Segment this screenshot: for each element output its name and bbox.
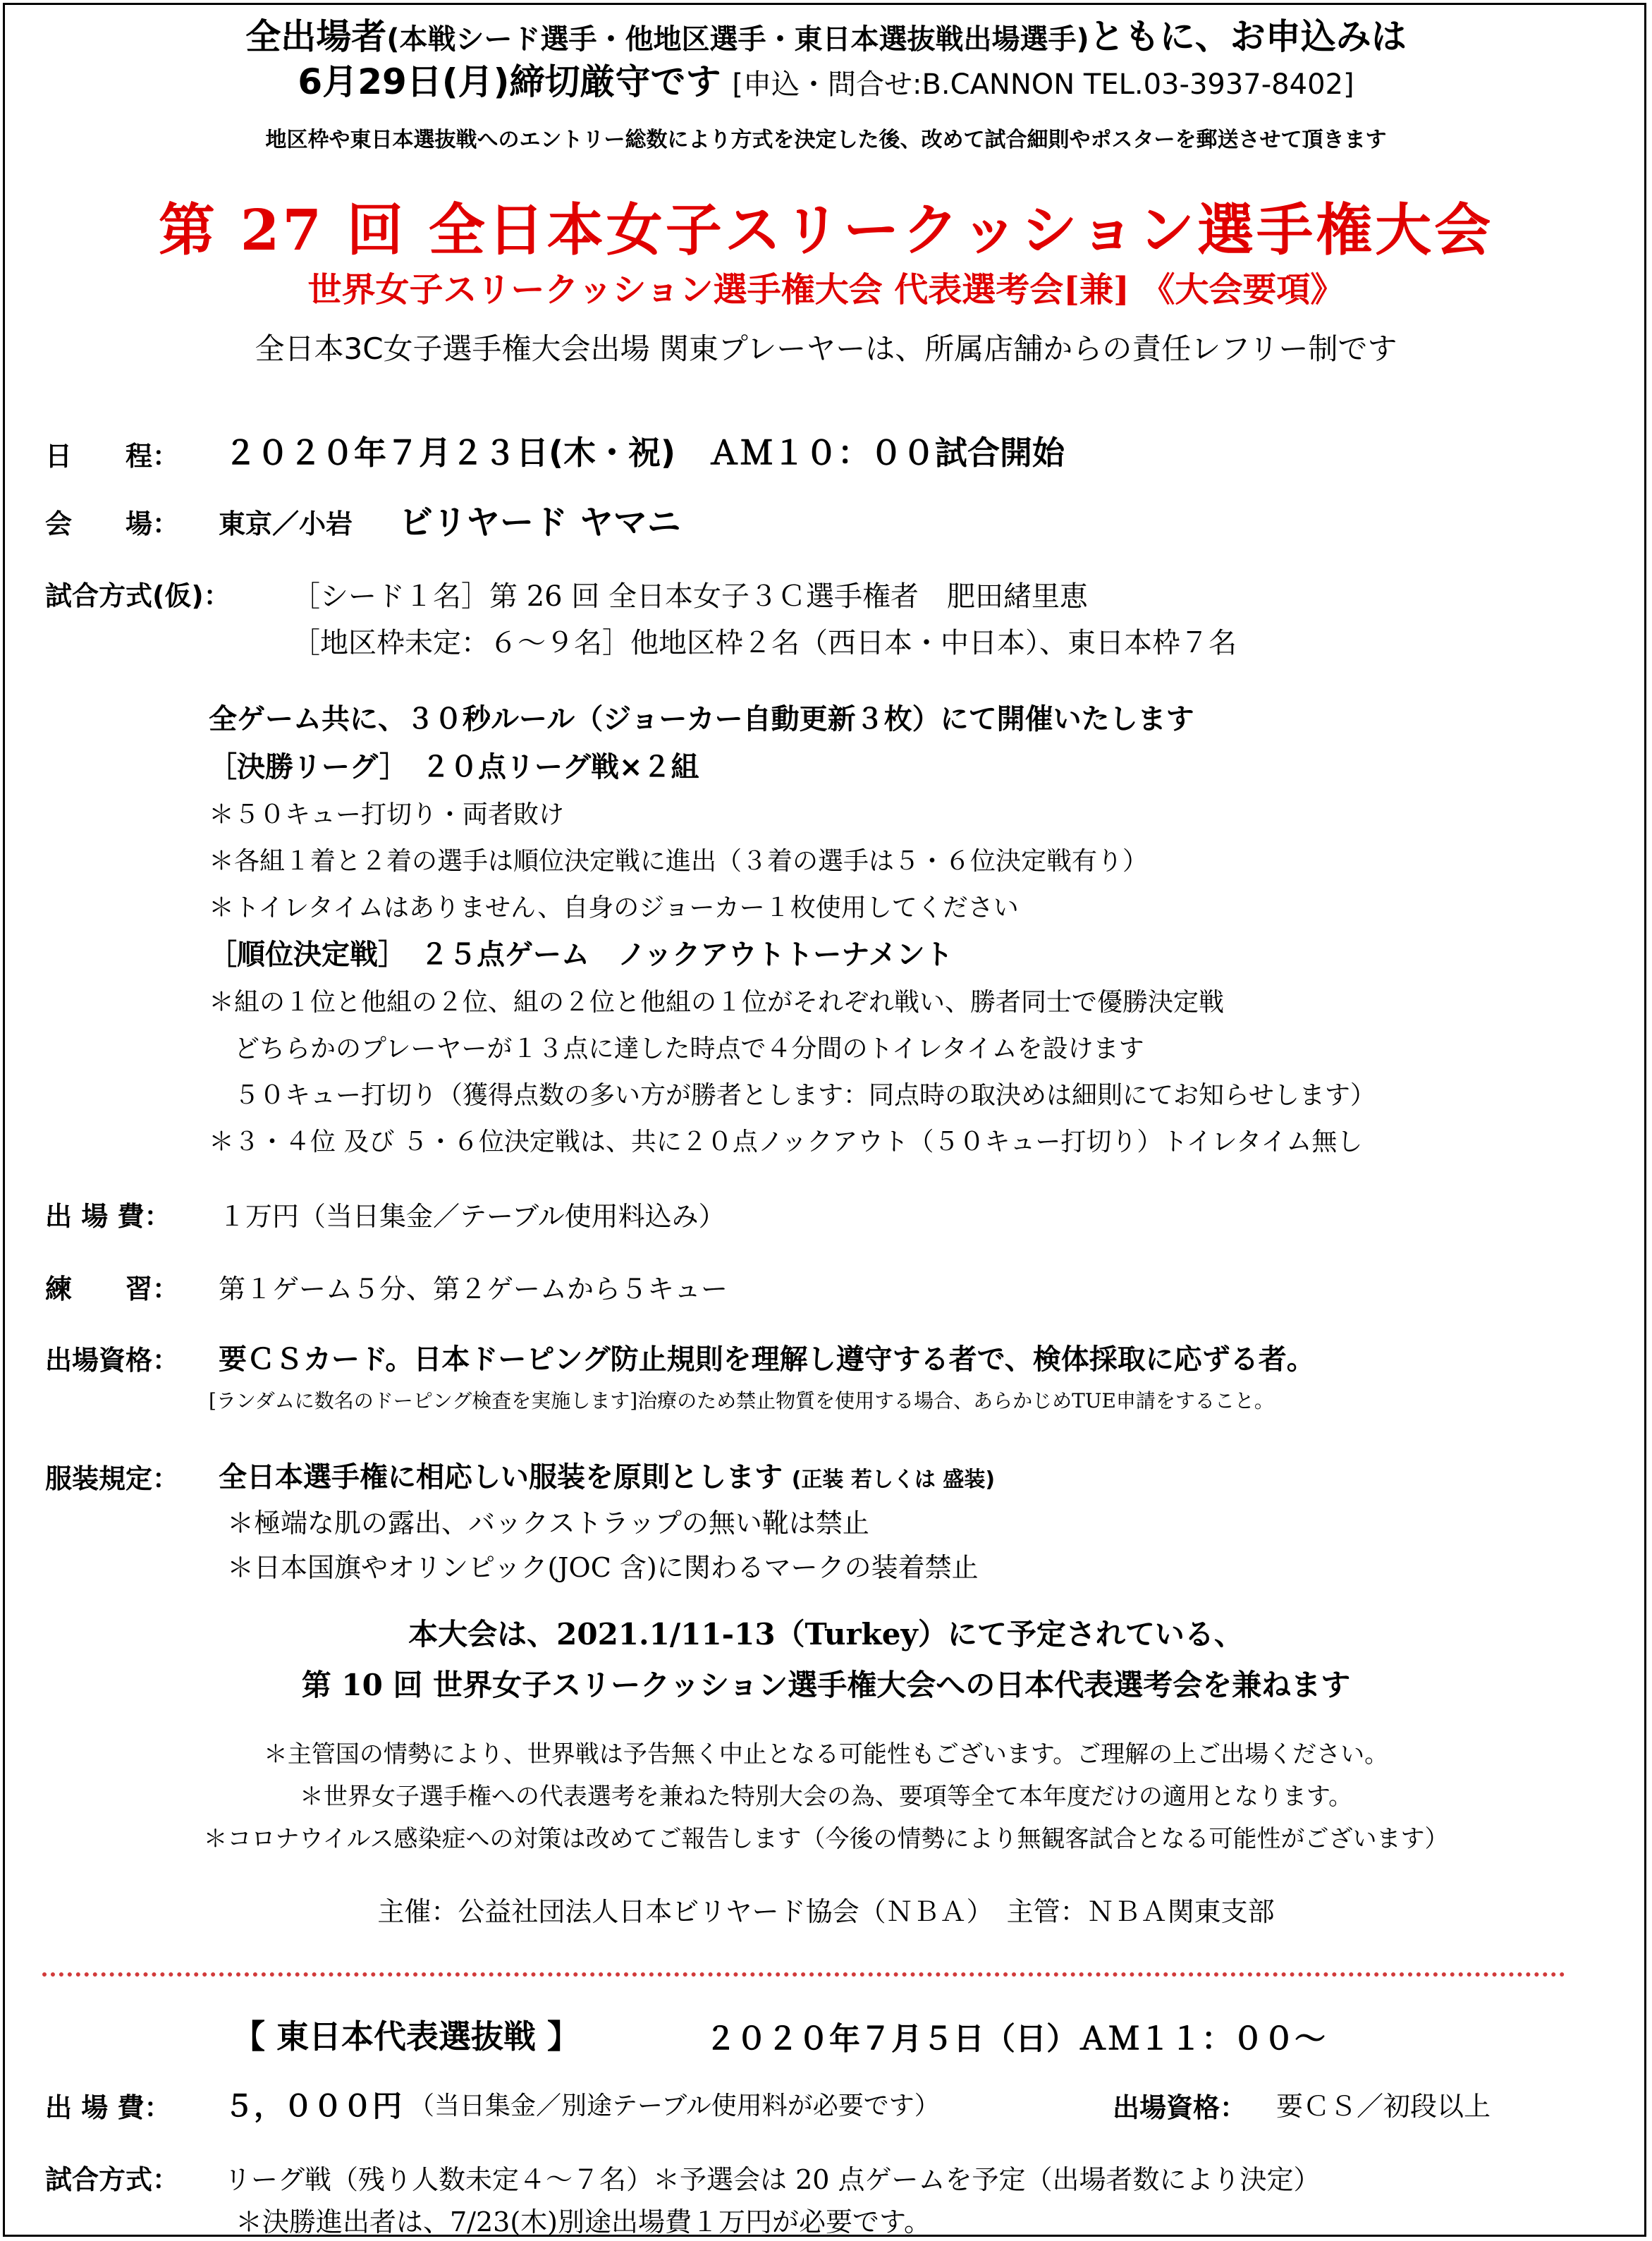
venue-place: 東京／小岩 — [219, 508, 353, 539]
east-format-note: ＊決勝進出者は、7/23(木)別途出場費１万円が必要です。 — [235, 2206, 931, 2237]
header-player-types: (本戦シード選手・他地区選手・東日本選抜戦出場選手) — [386, 23, 1089, 56]
east-fee-note: （当日集金／別途テーブル使用料が必要です） — [409, 2092, 940, 2120]
east-fee-value: ５，０００円 — [224, 2089, 403, 2123]
dress-item: ＊日本国旗やオリンピック(JOC 含)に関わるマークの装着禁止 — [227, 1552, 979, 1583]
header-line-1 — [0, 8, 1652, 59]
final-item: ＊各組１着と２着の選手は順位決定戦に進出（３着の選手は５・６位決定戦有り） — [209, 847, 1149, 876]
eligibility-value: 要ＣＳカード。日本ドーピング防止規則を理解し遵守する者で、検体採取に応ずる者。 — [219, 1343, 1315, 1376]
tournament-title: 第 27 回 全日本女子スリークッション選手権大会 — [158, 197, 1494, 263]
practice-label: 練 習： — [45, 1274, 180, 1305]
venue-label: 会 場： — [45, 508, 180, 539]
world-line-2: 第 10 回 世界女子スリークッション選手権大会への日本代表選考会を兼ねます — [301, 1668, 1351, 1702]
east-format-value: リーグ戦（残り人数未定４～７名）＊予選会は 20 点ゲームを予定（出場者数により決定） — [224, 2164, 1321, 2195]
dress-value: 全日本選手権に相応しい服装を原則とします — [219, 1461, 783, 1494]
format-30sec-rule: 全ゲーム共に、３０秒ルール（ジョーカー自動更新３枚）にて開催いたします — [209, 703, 1194, 735]
east-eligibility-label: 出場資格： — [1113, 2092, 1247, 2123]
east-date: ２０２０年７月５日（日）ＡＭ１１：００～ — [705, 2021, 1326, 2057]
east-fee-label: 出 場 費： — [45, 2092, 171, 2123]
final-item: ＊トイレタイムはありません、自身のジョーカー１枚使用してください — [209, 893, 1019, 922]
dotted-divider — [42, 1972, 1565, 1977]
format-regional: ［地区枠未定：６～９名］他地区枠２名（西日本・中日本）、東日本枠７名 — [292, 627, 1237, 659]
ranking-item: ＊組の１位と他組の２位、組の２位と他組の１位がそれぞれ戦い、勝者同士で優勝決定戦 — [209, 988, 1225, 1017]
format-label: 試合方式(仮)： — [45, 580, 231, 611]
organizer: 主催：公益社団法人日本ビリヤード協会（ＮＢＡ） 主管：ＮＢＡ関東支部 — [377, 1896, 1275, 1927]
header-deadline: 6月29日(月)締切厳守です — [298, 61, 721, 102]
schedule-value: ２０２０年７月２３日(木・祝) ＡＭ１０：００試合開始 — [224, 434, 1065, 472]
dress-item: ＊極端な肌の露出、バックストラップの無い靴は禁止 — [227, 1508, 869, 1539]
ranking-item: ＊３・４位 及び ５・６位決定戦は、共に２０点ノックアウト（５０キュー打切り）トイレタイム無し — [209, 1128, 1363, 1156]
header-all-players: 全出場者 — [245, 16, 387, 57]
dress-rule — [219, 1455, 995, 1495]
ranking-heading: ［順位決定戦］ ２５点ゲーム ノックアウトトーナメント — [209, 939, 953, 971]
final-league-heading: ［決勝リーグ］ ２０点リーグ戦×２組 — [209, 751, 699, 783]
fee-value: １万円（当日集金／テーブル使用料込み） — [219, 1201, 726, 1232]
east-eligibility-value: 要ＣＳ／初段以上 — [1276, 2091, 1491, 2122]
header-application: ともに、お申込みは — [1089, 16, 1407, 57]
final-item: ＊５０キュー打切り・両者敗け — [209, 800, 565, 829]
schedule-label: 日 程： — [45, 441, 180, 472]
tournament-subtitle: 世界女子スリークッション選手権大会 代表選考会[兼] 《大会要項》 — [307, 270, 1345, 310]
dress-label: 服装規定： — [45, 1463, 180, 1494]
practice-value: 第１ゲーム５分、第２ゲームから５キュー — [219, 1274, 728, 1305]
world-line-1: 本大会は、2021.1/11-13（Turkey）にて予定されている、 — [408, 1617, 1244, 1651]
world-note: ＊コロナウイルス感染症への対策は改めてご報告します（今後の情勢により無観客試合となる可能性がございます） — [203, 1825, 1449, 1853]
referee-note: 全日本3C女子選手権大会出場 関東プレーヤーは、所属店舗からの責任レフリー制です — [255, 331, 1397, 366]
venue-name: ビリヤード ヤマニ — [399, 503, 681, 542]
world-note: ＊主管国の情勢により、世界戦は予告無く中止となる可能性もございます。ご理解の上ご出場ください。 — [263, 1740, 1389, 1769]
header-line-2 — [0, 54, 1652, 104]
header-contact: [申込・問合せ:B.CANNON TEL.03-3937-8402] — [732, 68, 1354, 101]
header-notice: 地区枠や東日本選抜戦へのエントリー総数により方式を決定した後、改めて試合細則やポスターを郵送させて頂きます — [265, 128, 1387, 152]
ranking-item: ５０キュー打切り（獲得点数の多い方が勝者とします：同点時の取決めは細則にてお知らせします） — [209, 1081, 1376, 1110]
format-seed: ［シード１名］第 26 回 全日本女子３Ｃ選手権者 肥田緒里恵 — [292, 580, 1089, 613]
doping-note: [ランダムに数名のドーピング検査を実施します]治療のため禁止物質を使用する場合、あらかじめTUE申請をすること。 — [209, 1389, 1274, 1412]
eligibility-label: 出場資格： — [45, 1345, 180, 1376]
east-title: 【 東日本代表選抜戦 】 — [233, 2017, 580, 2056]
fee-label: 出 場 費： — [45, 1201, 171, 1232]
dress-formal: (正装 若しくは 盛装) — [791, 1467, 996, 1492]
world-note: ＊世界女子選手権への代表選考を兼ねた特別大会の為、要項等全て本年度だけの適用となります。 — [299, 1783, 1353, 1811]
east-format-label: 試合方式： — [45, 2164, 180, 2195]
ranking-item: どちらかのプレーヤーが１３点に達した時点で４分間のトイレタイムを設けます — [209, 1034, 1144, 1063]
